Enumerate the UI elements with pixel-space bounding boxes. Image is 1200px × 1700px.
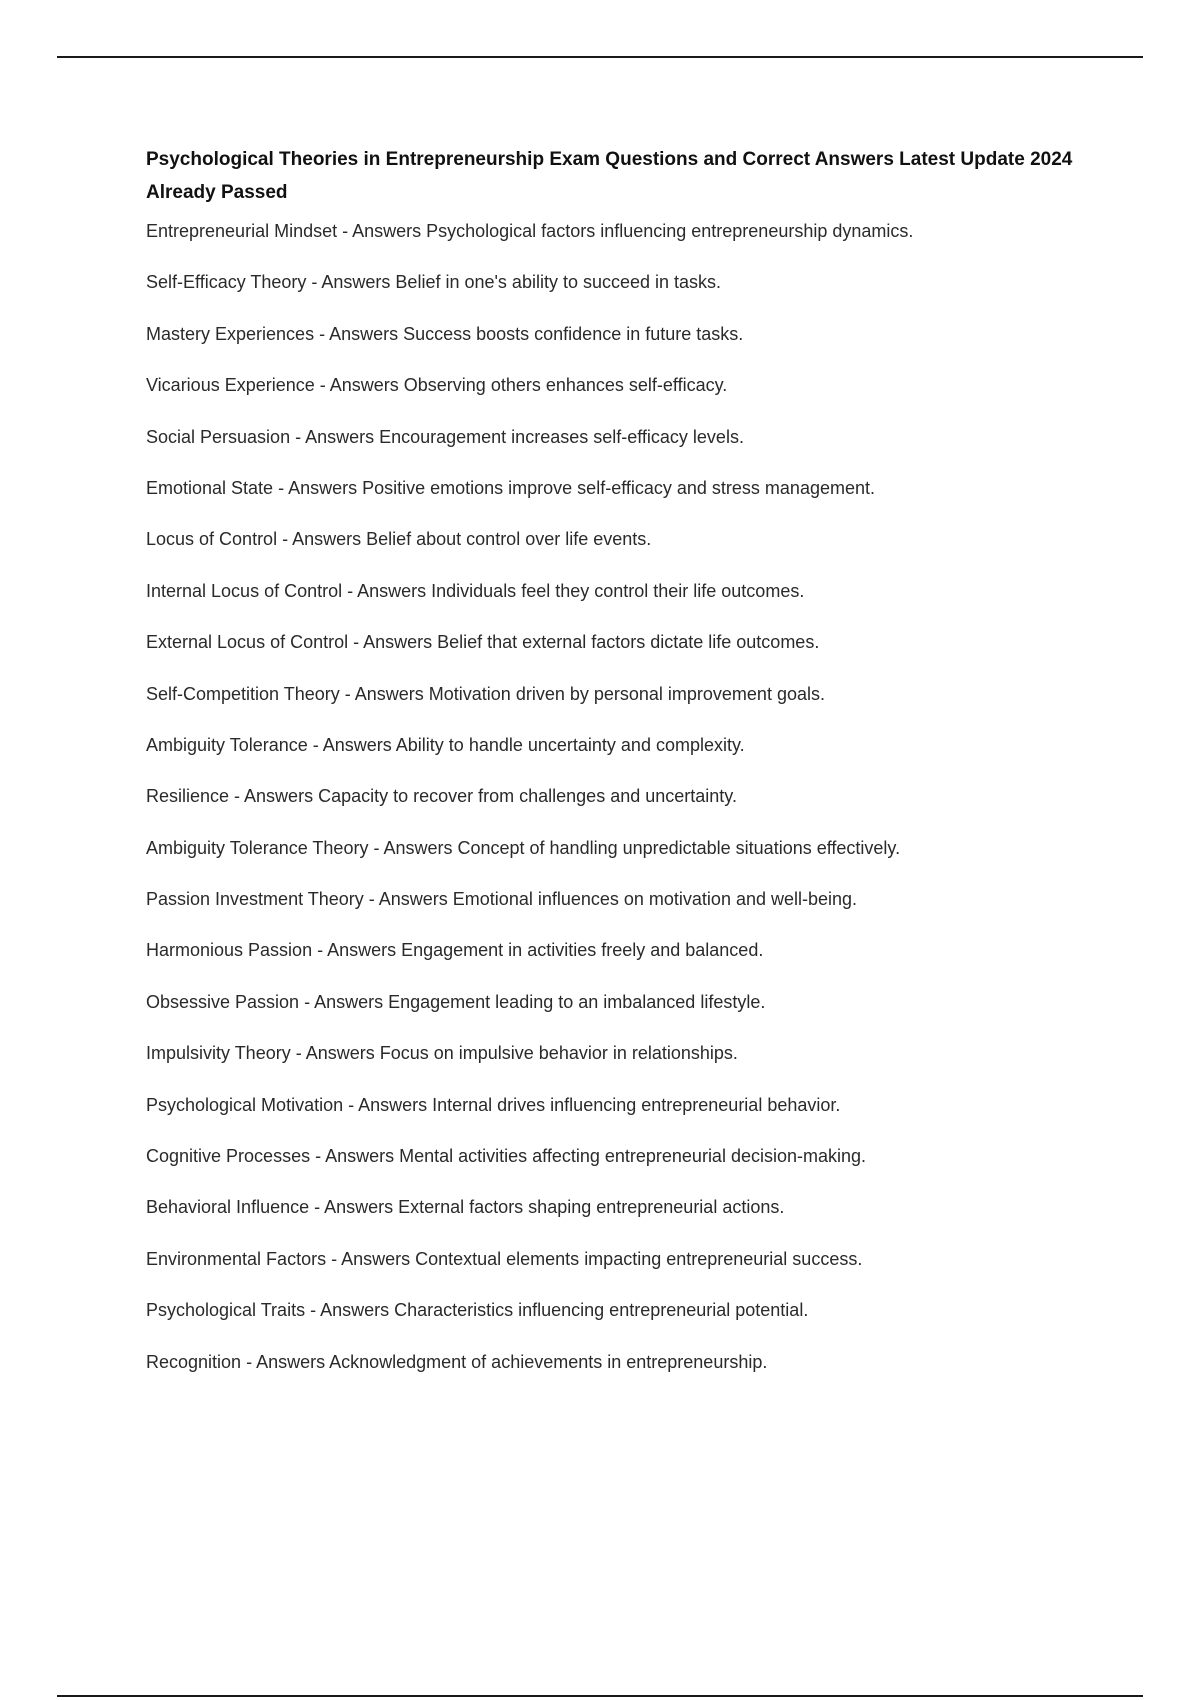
qa-item: Self-Competition Theory - Answers Motivation driven by personal improvement goals.: [146, 683, 825, 704]
qa-item: Resilience - Answers Capacity to recover from challenges and uncertainty.: [146, 786, 737, 807]
qa-item: Internal Locus of Control - Answers Individuals feel they control their life outcomes.: [146, 580, 805, 601]
qa-item: Impulsivity Theory - Answers Focus on impulsive behavior in relationships.: [146, 1043, 738, 1064]
qa-item: Psychological Motivation - Answers Internal drives influencing entrepreneurial behavior.: [146, 1094, 841, 1115]
qa-item: Ambiguity Tolerance - Answers Ability to handle uncertainty and complexity.: [146, 734, 745, 755]
qa-item: Mastery Experiences - Answers Success boosts confidence in future tasks.: [146, 323, 744, 344]
qa-item: Behavioral Influence - Answers External factors shaping entrepreneurial actions.: [146, 1197, 785, 1218]
qa-item: Locus of Control - Answers Belief about control over life events.: [146, 529, 652, 550]
qa-item: Recognition - Answers Acknowledgment of achievements in entrepreneurship.: [146, 1351, 768, 1372]
qa-item: Entrepreneurial Mindset - Answers Psychological factors influencing entrepreneurship dynamics.: [146, 221, 914, 241]
qa-item: Emotional State - Answers Positive emotions improve self-efficacy and stress management.: [146, 477, 875, 498]
qa-item: Passion Investment Theory - Answers Emotional influences on motivation and well-being.: [146, 889, 858, 910]
qa-item: Obsessive Passion - Answers Engagement leading to an imbalanced lifestyle.: [146, 991, 766, 1012]
qa-item: Ambiguity Tolerance Theory - Answers Concept of handling unpredictable situations effectively.: [146, 837, 901, 858]
document-title: Psychological Theories in Entrepreneurship Exam Questions and Correct Answers Latest Update 2024 Already Passed: [146, 149, 1073, 203]
qa-list: [146, 219, 1106, 1374]
qa-item: Self-Efficacy Theory - Answers Belief in one's ability to succeed in tasks.: [146, 272, 722, 293]
header-rule: [57, 56, 1143, 58]
document-body: [146, 143, 1106, 1401]
qa-item: Harmonious Passion - Answers Engagement in activities freely and balanced.: [146, 940, 764, 961]
qa-item: External Locus of Control - Answers Belief that external factors dictate life outcomes.: [146, 632, 820, 653]
qa-item: Cognitive Processes - Answers Mental activities affecting entrepreneurial decision-making.: [146, 1146, 867, 1167]
qa-item: Vicarious Experience - Answers Observing others enhances self-efficacy.: [146, 375, 728, 396]
qa-item: Social Persuasion - Answers Encouragement increases self-efficacy levels.: [146, 426, 744, 447]
qa-item: Psychological Traits - Answers Characteristics influencing entrepreneurial potential.: [146, 1300, 809, 1321]
footer-rule: [57, 1695, 1143, 1697]
qa-item: Environmental Factors - Answers Contextual elements impacting entrepreneurial success.: [146, 1248, 863, 1269]
